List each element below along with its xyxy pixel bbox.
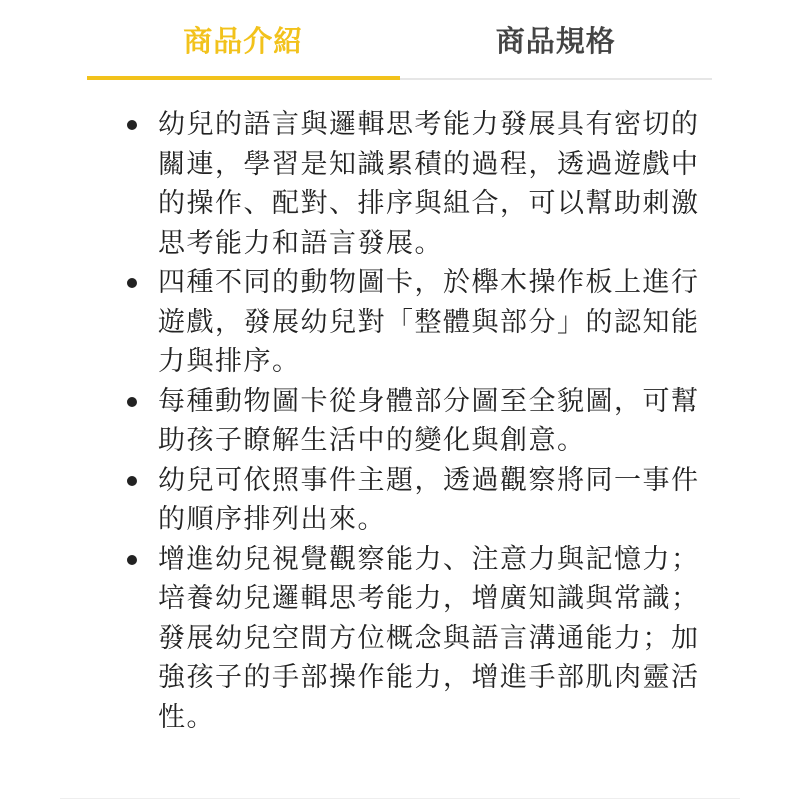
tab-product-description[interactable]: 商品介紹	[87, 0, 400, 78]
description-item-text: 四種不同的動物圖卡，於櫸木操作板上進行遊戲，發展幼兒對「整體與部分」的認知能力與排序。	[158, 267, 700, 377]
description-item-text: 幼兒的語言與邏輯思考能力發展具有密切的關連，學習是知識累積的過程，透過遊戲中的操作、配對、排序與組合，可以幫助刺激思考能力和語言發展。	[158, 109, 700, 259]
description-item-text: 每種動物圖卡從身體部分圖至全貌圖，可幫助孩子瞭解生活中的變化與創意。	[158, 385, 700, 456]
product-tabbar	[87, 0, 712, 80]
tab-product-specifications[interactable]: 商品規格	[495, 23, 616, 58]
description-item	[120, 461, 720, 540]
description-bullet-list	[120, 105, 720, 737]
bullet-dot-icon	[127, 555, 137, 565]
bottom-divider	[60, 798, 740, 799]
description-item	[120, 540, 720, 738]
description-item-text: 幼兒可依照事件主題，透過觀察將同一事件的順序排列出來。	[158, 464, 700, 535]
product-description-content	[120, 105, 720, 737]
bullet-dot-icon	[127, 278, 137, 288]
bullet-dot-icon	[127, 476, 137, 486]
description-item-text: 增進幼兒視覺觀察能力、注意力與記憶力；培養幼兒邏輯思考能力，增廣知識與常識；發展幼兒空間方位概念與語言溝通能力；加強孩子的手部操作能力，增進手部肌肉靈活性。	[158, 543, 700, 733]
description-item	[120, 382, 720, 461]
description-item	[120, 263, 720, 382]
description-item	[120, 105, 720, 263]
bullet-dot-icon	[127, 397, 137, 407]
bullet-dot-icon	[127, 120, 137, 130]
